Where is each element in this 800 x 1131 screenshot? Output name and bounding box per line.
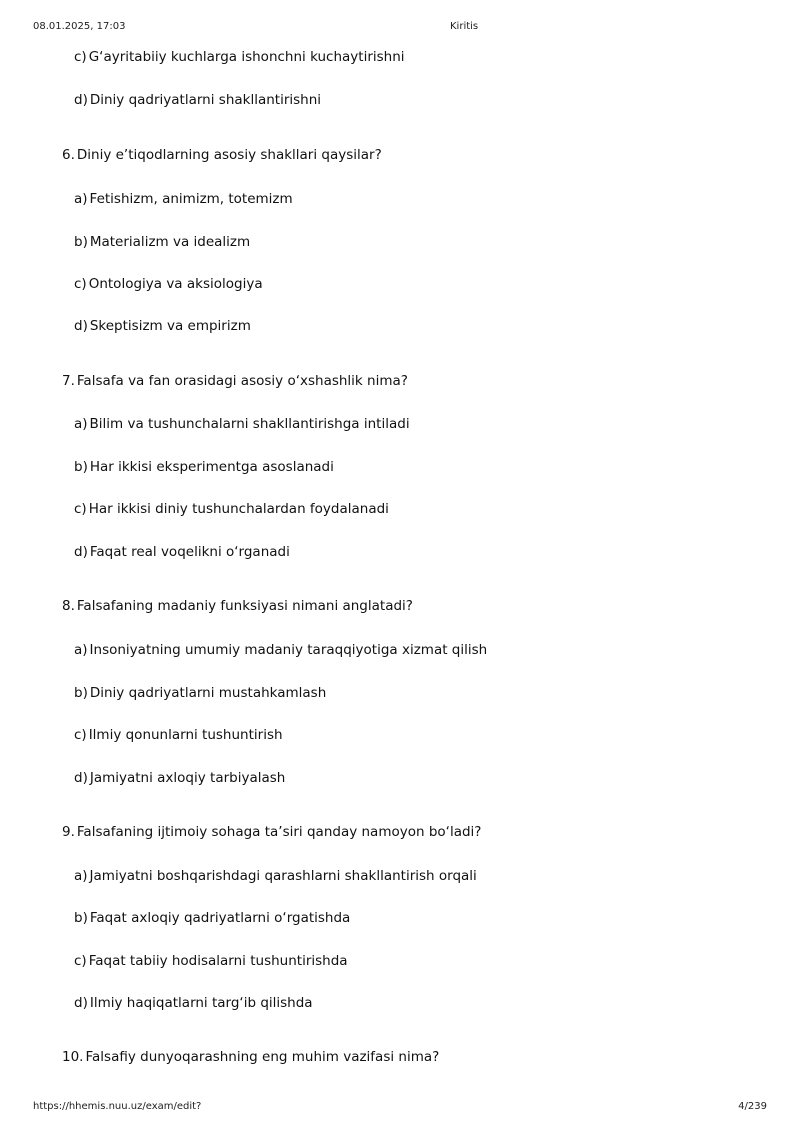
option-text: Bilim va tushunchalarni shakllantirishga intiladi xyxy=(89,416,410,432)
answer-option xyxy=(74,458,334,476)
option-marker: a) xyxy=(74,191,88,207)
page-title: Kiritis xyxy=(450,21,479,32)
option-marker: c) xyxy=(74,953,87,969)
page-url[interactable]: https://hhemis.nuu.uz/exam/edit? xyxy=(33,1101,202,1112)
option-text: Ilmiy haqiqatlarni targ‘ib qilishda xyxy=(89,995,313,1011)
answer-option xyxy=(74,317,251,335)
option-text: Fetishizm, animizm, totemizm xyxy=(89,191,293,207)
question-heading xyxy=(62,372,408,390)
option-marker: c) xyxy=(74,276,87,292)
option-marker: b) xyxy=(74,459,88,475)
option-marker: d) xyxy=(74,770,88,786)
option-marker: d) xyxy=(74,544,88,560)
option-text: Jamiyatni axloqiy tarbiyalash xyxy=(89,770,286,786)
answer-option xyxy=(74,233,250,251)
question-heading xyxy=(62,146,382,164)
option-text: Ontologiya va aksiologiya xyxy=(88,276,263,292)
option-text: Faqat axloqiy qadriyatlarni o‘rgatishda xyxy=(89,910,351,926)
answer-option xyxy=(74,684,326,702)
answer-option xyxy=(74,275,263,293)
option-marker: b) xyxy=(74,910,88,926)
answer-option xyxy=(74,500,389,518)
answer-option xyxy=(74,48,405,66)
option-marker: c) xyxy=(74,49,87,65)
option-marker: c) xyxy=(74,727,87,743)
question-number: 7. xyxy=(62,373,75,389)
answer-option xyxy=(74,641,487,659)
answer-option xyxy=(74,726,283,744)
option-text: Faqat real voqelikni o‘rganadi xyxy=(89,544,290,560)
option-text: G‘ayritabiiy kuchlarga ishonchni kuchaytirishni xyxy=(88,49,405,65)
question-number: 8. xyxy=(62,598,75,614)
answer-option xyxy=(74,543,290,561)
question-heading xyxy=(62,597,413,615)
question-number: 9. xyxy=(62,824,75,840)
question-number: 6. xyxy=(62,147,75,163)
option-text: Insoniyatning umumiy madaniy taraqqiyotiga xizmat qilish xyxy=(89,642,488,658)
question-heading xyxy=(62,823,481,841)
answer-option xyxy=(74,769,285,787)
option-text: Materializm va idealizm xyxy=(89,234,251,250)
option-text: Faqat tabiiy hodisalarni tushuntirishda xyxy=(88,953,348,969)
option-text: Diniy qadriyatlarni shakllantirishni xyxy=(89,92,322,108)
option-marker: c) xyxy=(74,501,87,517)
question-text: Falsafaning ijtimoiy sohaga ta’siri qanday namoyon bo‘ladi? xyxy=(76,824,482,840)
question-text: Falsafiy dunyoqarashning eng muhim vazifasi nima? xyxy=(85,1049,440,1065)
option-text: Har ikkisi eksperimentga asoslanadi xyxy=(89,459,334,475)
answer-option xyxy=(74,952,348,970)
option-marker: a) xyxy=(74,868,88,884)
option-text: Har ikkisi diniy tushunchalardan foydalanadi xyxy=(88,501,389,517)
option-marker: b) xyxy=(74,234,88,250)
option-marker: d) xyxy=(74,92,88,108)
answer-option xyxy=(74,909,350,927)
page-header xyxy=(33,21,767,37)
page-footer xyxy=(33,1101,767,1117)
option-text: Skeptisizm va empirizm xyxy=(89,318,251,334)
option-marker: a) xyxy=(74,642,88,658)
option-text: Jamiyatni boshqarishdagi qarashlarni shakllantirish orqali xyxy=(89,868,477,884)
option-text: Diniy qadriyatlarni mustahkamlash xyxy=(89,685,327,701)
question-text: Falsafa va fan orasidagi asosiy o‘xshashlik nima? xyxy=(76,373,408,389)
option-marker: a) xyxy=(74,416,88,432)
answer-option xyxy=(74,415,410,433)
answer-option xyxy=(74,91,321,109)
question-number: 10. xyxy=(62,1049,84,1065)
answer-option xyxy=(74,994,313,1012)
answer-option xyxy=(74,190,293,208)
page-number: 4/239 xyxy=(738,1101,767,1112)
print-datetime: 08.01.2025, 17:03 xyxy=(33,21,126,32)
question-text: Falsafaning madaniy funksiyasi nimani anglatadi? xyxy=(76,598,413,614)
option-text: Ilmiy qonunlarni tushuntirish xyxy=(88,727,283,743)
question-heading xyxy=(62,1048,439,1066)
option-marker: d) xyxy=(74,318,88,334)
question-text: Diniy e’tiqodlarning asosiy shakllari qaysilar? xyxy=(76,147,382,163)
answer-option xyxy=(74,867,477,885)
option-marker: b) xyxy=(74,685,88,701)
option-marker: d) xyxy=(74,995,88,1011)
